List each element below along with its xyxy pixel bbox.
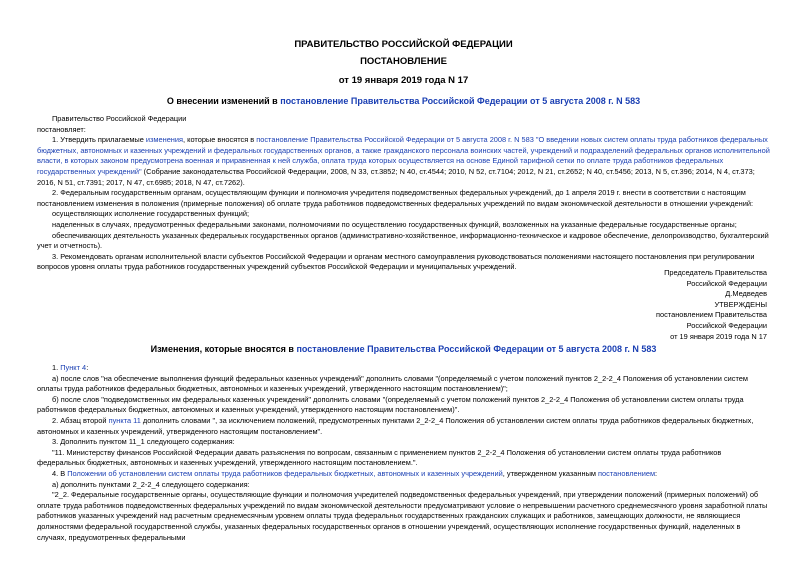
change-item-2 — [37, 416, 771, 437]
item-4-colon: : — [655, 468, 658, 478]
amended-act-title-link[interactable]: "О введении новых систем оплаты труда работников федеральных бюджетных, автономных и казенных учреждений и федеральных государственных органов, а также гражданского персонала воинских частей, учреждений и подразделений федеральных органов исполнительной власти, в которых законом предусмотрена военная и приравненная к ней служба, оплата труда которых осуществляется на основе Единой тарифной сетки по оплате труда работников федеральных государственных учреждений" — [37, 135, 770, 176]
change-item-3: 3. Дополнить пунктом 11_1 следующего содержания: — [52, 437, 235, 447]
resolution-body — [37, 114, 771, 273]
item-2-text-b: дополнить словами ", за исключением положений, предусмотренных пунктами 2_2-2_4 Положения об установлении систем оплаты труда работников федеральных бюджетных, автономных и казенных учреждений, утвержденного настоящим постановлением". — [37, 415, 754, 436]
item-1-colon: : — [86, 363, 89, 372]
item-1-number: 1. — [52, 363, 61, 372]
title-prefix: О внесении изменений в — [166, 96, 281, 106]
paragraph-2-item-2: наделенных в случаях, предусмотренных федеральными законами, полномочиями по осуществлению государственных функций, возложенных на указанные федеральные государственные органы; — [52, 219, 737, 229]
approval-by: постановлением Правительства — [656, 310, 767, 320]
document-title — [0, 96, 807, 106]
signature-country: Российской Федерации — [686, 278, 767, 288]
amended-act-link[interactable]: постановление Правительства Российской Федерации от 5 августа 2008 г. N 583 — [256, 135, 534, 145]
signature-block — [567, 268, 767, 342]
p1-text-b: , которые вносятся в — [183, 135, 257, 145]
changes-body — [37, 363, 771, 543]
resolution-link[interactable]: постановлением — [598, 468, 656, 478]
item-4-text-b: , утвержденном указанным — [502, 468, 599, 478]
changes-title-prefix: Изменения, которые вносятся в — [150, 344, 297, 354]
paragraph-2-item-3: обеспечивающих деятельность указанных федеральных государственных органов (административно-хозяйственное, информационно-техническое и кадровое обеспечение, делопроизводство, бухгалтерский учет и отчетность). — [37, 230, 769, 251]
changes-link[interactable]: изменения — [145, 135, 184, 145]
item-2-text-a: 2. Абзац второй — [52, 415, 109, 425]
title-amended-act-link[interactable]: постановление Правительства Российской Федерации от 5 августа 2008 г. N 583 — [280, 96, 641, 106]
paragraph-2: 2. Федеральным государственным органам, осуществляющим функции и полномочия учредителя подведомственных федеральных учреждений, до 1 апреля 2019 г. внести в соответствии с настоящим постановлением изменения в положения (примерные положения) об оплате труда работников подведомственных федеральных учреждений по видам экономической деятельности в отношении учреждений: — [37, 188, 754, 208]
change-item-4a: а) дополнить пунктами 2_2-2_4 следующего содержания: — [52, 479, 250, 489]
item-4-text-a: 4. В — [52, 468, 68, 478]
point-4-link[interactable]: Пункт 4 — [60, 363, 87, 372]
approval-mark: УТВЕРЖДЕНЫ — [714, 299, 767, 309]
document-date-number: от 19 января 2019 года N 17 — [338, 75, 469, 86]
paragraph-2-item-1: осуществляющих исполнение государственных функций; — [52, 209, 250, 219]
paragraph-3: 3. Рекомендовать органам исполнительной власти субъектов Российской Федерации и органам местного самоуправления руководствоваться положениями настоящего постановления при регулировании вопросов уровня оплаты труда работников государственных учреждений субъектов Российской Федерации и муниципальных учреждений. — [37, 251, 755, 272]
change-item-1 — [37, 363, 771, 374]
changes-title — [0, 344, 807, 354]
p1-citation: (Собрание законодательства Российской Федерации, 2008, N 33, ст.3852; N 40, ст.4544; 2010, N 52, ст.7104; 2012, N 21, ст.2652; N 40, ст.5456; 2013, N 5, ст.396; 2014, N 4, ст.373; 2016, N 51, ст.7391; 2017, N 47, ст.6985; 2018, N 47, ст.7262). — [37, 166, 755, 187]
intro-line-2: постановляет: — [37, 124, 86, 134]
p1-text-a: 1. Утвердить прилагаемые — [52, 135, 146, 145]
change-item-1b: б) после слов "подведомственных им федеральных казенных учреждений" дополнить словами "(определяемый с учетом положений пунктов 2_2-2_4 Положения об установлении систем оплаты труда работников федеральных бюджетных, автономных и казенных учреждений, утвержденного настоящим постановлением)". — [37, 394, 744, 415]
document-type-heading: ПОСТАНОВЛЕНИЕ — [360, 56, 447, 67]
approval-country: Российской Федерации — [686, 320, 767, 330]
point-11-link[interactable]: пункта 11 — [108, 415, 141, 425]
approval-date: от 19 января 2019 года N 17 — [670, 331, 767, 341]
change-item-1a: а) после слов "на обеспечение выполнения функций федеральных казенных учреждений" дополнить словами "(определяемый с учетом положений пунктов 2_2-2_4 Положения об установлении систем оплаты труда работников федеральных бюджетных, автономных и казенных учреждений, утвержденного настоящим постановлением)"; — [37, 373, 748, 394]
change-item-3-quote: "11. Министерству финансов Российской Федерации давать разъяснения по вопросам, связанным с применением пунктов 2_2-2_4 Положения об установлении систем оплаты труда работников федеральных бюджетных, автономных и казенных учреждений, утвержденного настоящим постановлением.". — [37, 447, 722, 468]
signature-name: Д.Медведев — [725, 289, 767, 299]
changes-title-link[interactable]: постановление Правительства Российской Федерации от 5 августа 2008 г. N 583 — [296, 344, 657, 354]
change-item-4a-quote: "2_2. Федеральные государственные органы, осуществляющие функции и полномочия учредителей подведомственных федеральных учреждений, при утверждении положений (примерных положений) об оплате труда работников подведомственных федеральных учреждений по видам экономической деятельности предусматривают условие о непревышении расчетного среднемесячного уровня заработной платы работников указанных учреждений над расчетным среднемесячным уровнем оплаты труда федеральных государственных гражданских служащих и работников, замещающих должности, не являющиеся должностями федеральной государственной службы, указанных федеральных государственных органов в отношении учреждений, осуществляющих исполнение государственных функций, наделенных в случаях, предусмотренных федеральными — [37, 490, 768, 542]
government-heading: ПРАВИТЕЛЬСТВО РОССИЙСКОЙ ФЕДЕРАЦИИ — [294, 39, 513, 50]
paragraph-1 — [37, 135, 771, 188]
intro-line-1: Правительство Российской Федерации — [52, 114, 187, 123]
regulation-link[interactable]: Положении об установлении систем оплаты труда работников федеральных бюджетных, автономных и казенных учреждений — [67, 468, 503, 478]
signature-position: Председатель Правительства — [664, 268, 767, 277]
change-item-4 — [37, 469, 771, 480]
